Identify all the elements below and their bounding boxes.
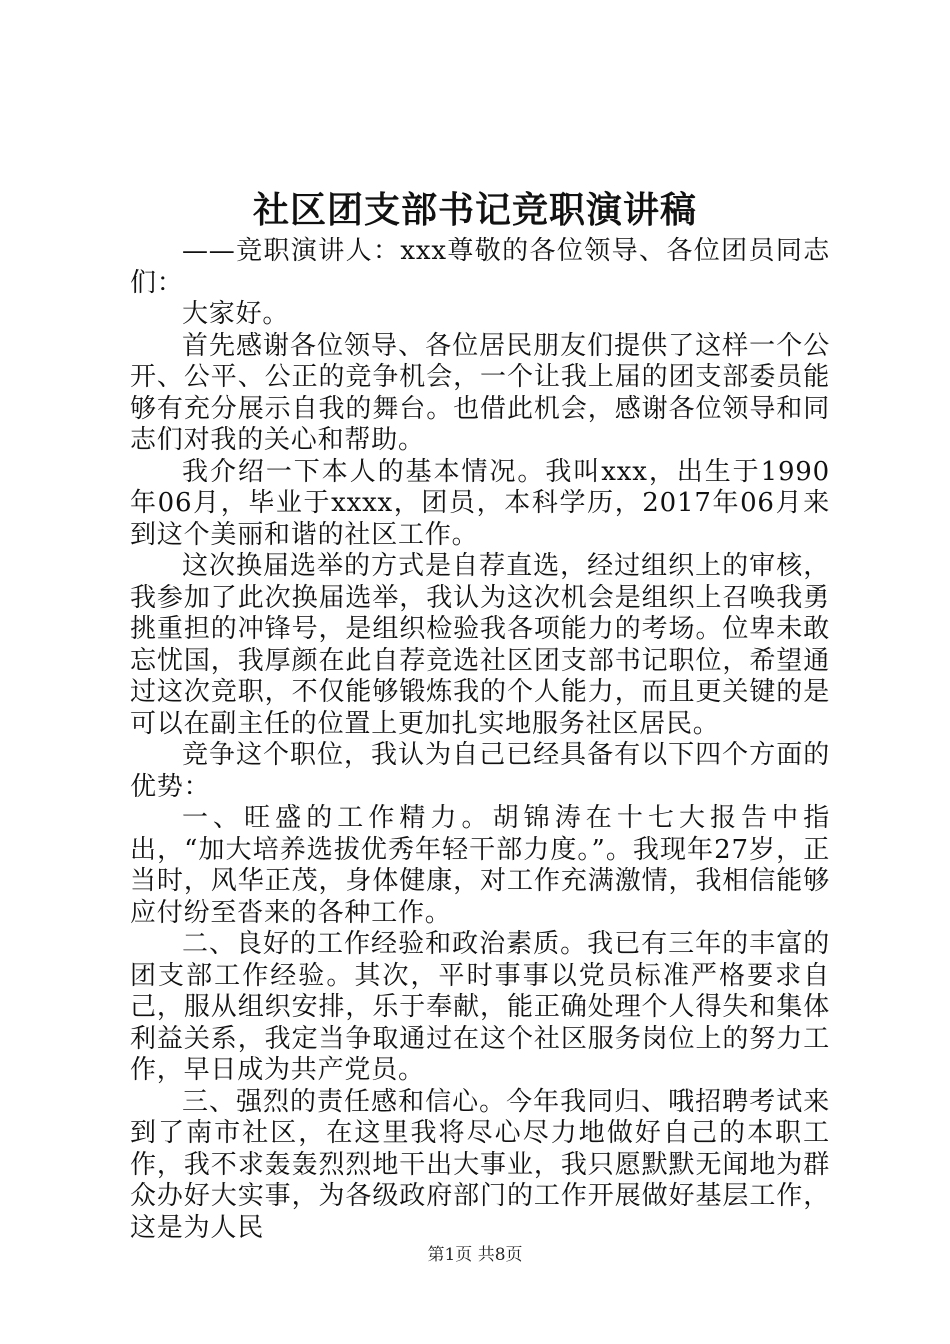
paragraph-speaker-salutation: ——竞职演讲人：xxx尊敬的各位领导、各位团员同志们： (130, 236, 830, 298)
page-number-footer: 第1页 共8页 (427, 1245, 523, 1265)
paragraph-advantage-responsibility: 三、强烈的责任感和信心。今年我同归、哦招聘考试来到了南市社区，在这里我将尽心尽力地做好自己的本职工作，我不求轰轰烈烈地干出大事业，我只愿默默无闻地为群众办好大实事，为各级政府部门的工作开展做好基层工作，这是为人民 (130, 1086, 830, 1243)
paragraph-self-introduction: 我介绍一下本人的基本情况。我叫xxx，出生于1990年06月，毕业于xxxx，团员，本科学历，2017年06月来到这个美丽和谐的社区工作。 (130, 456, 830, 550)
document-title: 社区团支部书记竞职演讲稿 (252, 189, 697, 231)
paragraph-advantages-intro: 竞争这个职位，我认为自己已经具备有以下四个方面的优势： (130, 740, 830, 802)
document-body (130, 236, 830, 1244)
paragraph-election-intent: 这次换届选举的方式是自荐直选，经过组织上的审核，我参加了此次换届选举，我认为这次机会是组织上召唤我勇挑重担的冲锋号，是组织检验我各项能力的考场。位卑未敢忘忧国，我厚颜在此自荐竞选社区团支部书记职位，希望通过这次竞职，不仅能够锻炼我的个人能力，而且更关键的是可以在副主任的位置上更加扎实地服务社区居民。 (130, 551, 830, 739)
paragraph-advantage-experience: 二、良好的工作经验和政治素质。我已有三年的丰富的团支部工作经验。其次，平时事事以党员标准严格要求自己，服从组织安排，乐于奉献，能正确处理个人得失和集体利益关系，我定当争取通过在这个社区服务岗位上的努力工作，早日成为共产党员。 (130, 929, 830, 1085)
paragraph-advantage-energy: 一、旺盛的工作精力。胡锦涛在十七大报告中指出，“加大培养选拔优秀年轻干部力度。”。我现年27岁，正当时，风华正茂，身体健康，对工作充满激情，我相信能够应付纷至沓来的各种工作。 (130, 803, 830, 928)
paragraph-greeting: 大家好。 (182, 299, 290, 329)
paragraph-thanks: 首先感谢各位领导、各位居民朋友们提供了这样一个公开、公平、公正的竞争机会，一个让我上届的团支部委员能够有充分展示自我的舞台。也借此机会，感谢各位领导和同志们对我的关心和帮助。 (130, 330, 830, 455)
